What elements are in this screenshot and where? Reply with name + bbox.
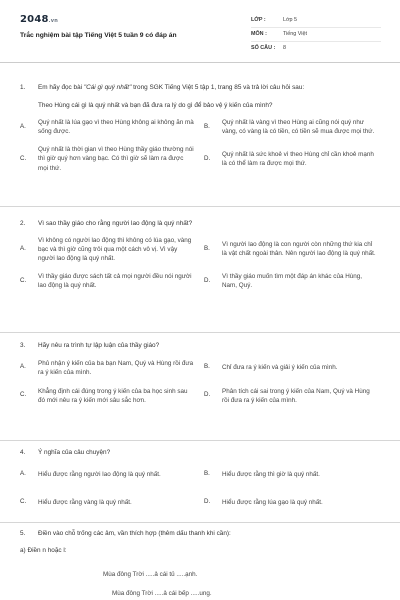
- option-letter: B.: [204, 245, 210, 253]
- question-divider: [0, 440, 400, 441]
- option-text: Phân tích cái sai trong ý kiến của Nam, Quý và Hùng rồi đưa ra ý kiến của mình.: [222, 387, 370, 404]
- question-text-title: "Cái gì quý nhất": [83, 84, 132, 91]
- option-text: Phủ nhận ý kiến của ba bạn Nam, Quý và Hùng rồi đưa ra ý kiến của mình.: [38, 359, 194, 376]
- option-text: Vì thầy giáo muốn tìm một đáp án khác của Hùng, Nam, Quý.: [222, 272, 363, 290]
- option-c[interactable]: [20, 145, 198, 172]
- option-a[interactable]: [20, 358, 198, 378]
- option-letter: B.: [204, 123, 210, 131]
- page-header: [0, 0, 400, 63]
- option-letter: A.: [20, 470, 26, 478]
- meta-row-class: [251, 14, 381, 28]
- option-letter: D.: [204, 391, 211, 399]
- option-text: Vì thầy giáo được sách tất cả mọi người đều nói người lao động là quý nhất.: [38, 272, 192, 290]
- question-3: [20, 342, 382, 406]
- question-1: [20, 84, 382, 173]
- question-text: [38, 84, 382, 93]
- meta-key: LỚP :: [251, 16, 266, 23]
- option-letter: C.: [20, 498, 27, 506]
- question-number: 5.: [20, 530, 26, 537]
- option-c[interactable]: [20, 493, 198, 513]
- option-letter: C.: [20, 391, 27, 399]
- question-number: 1.: [20, 84, 26, 91]
- option-text: Quý nhất là sức khoẻ vì theo Hùng chỉ cần khoẻ mạnh là có thể làm ra được mọi thứ.: [222, 150, 374, 167]
- option-letter: A.: [20, 245, 26, 253]
- option-b[interactable]: [204, 465, 382, 485]
- option-b[interactable]: [204, 236, 382, 263]
- option-text: Hiểu được rằng lúa gạo là quý nhất.: [222, 499, 323, 507]
- option-d[interactable]: [204, 145, 382, 172]
- option-letter: B.: [204, 363, 210, 371]
- option-a[interactable]: [20, 236, 198, 263]
- question-2: [20, 220, 382, 291]
- option-letter: D.: [204, 498, 211, 506]
- option-b[interactable]: [204, 358, 382, 378]
- option-a[interactable]: [20, 117, 198, 137]
- question-4: [20, 449, 382, 513]
- option-d[interactable]: [204, 271, 382, 291]
- question-number: 2.: [20, 220, 26, 227]
- option-text: Chỉ đưa ra ý kiến và giải ý kiến của mình.: [222, 364, 338, 372]
- question-text-start: Em hãy đọc bài: [38, 84, 84, 91]
- question-header: [20, 342, 382, 351]
- option-b[interactable]: [204, 117, 382, 137]
- fill-in-line: Mùa đông Trời .....ả cái tủ .....ạnh.: [103, 571, 198, 578]
- option-text: Hiểu được rằng thì giờ là quý nhất.: [222, 471, 320, 479]
- option-letter: C.: [20, 154, 27, 162]
- option-text: Quý nhất là vàng vì theo Hùng ai cũng nói quý như vàng, có vàng là có tiền, có tiền sẽ mua được mọi thứ.: [222, 119, 375, 136]
- question-text-end: trong SGK Tiếng Việt 5 tập 1, trang 85 và trả lời câu hỏi sau:: [131, 84, 305, 91]
- meta-value: 8: [283, 45, 286, 52]
- answer-options: [20, 236, 382, 291]
- option-text: Khẳng định cái đúng trong ý kiến của ba học sinh sau đó mới nêu ra ý kiến mới sâu sắc hơn.: [38, 387, 188, 404]
- option-c[interactable]: [20, 386, 198, 406]
- option-letter: B.: [204, 470, 210, 478]
- logo-main: 2048: [20, 14, 49, 25]
- header-divider: [0, 62, 400, 63]
- answer-options: [20, 117, 382, 172]
- answer-options: [20, 358, 382, 406]
- option-a[interactable]: [20, 465, 198, 485]
- meta-row-count: [251, 42, 381, 56]
- question-number: 3.: [20, 342, 26, 349]
- option-c[interactable]: [20, 271, 198, 291]
- meta-value: Lớp 5: [283, 16, 298, 23]
- question-divider: [0, 206, 400, 207]
- option-letter: D.: [204, 154, 211, 162]
- option-text: Quý nhất là lúa gạo vì theo Hùng không ai không ăn mà sống được.: [38, 119, 194, 136]
- question-header: [20, 220, 382, 229]
- meta-table: [251, 14, 381, 56]
- option-d[interactable]: [204, 386, 382, 406]
- question-text: Điền vào chỗ trống các âm, vần thích hợp (thêm dấu thanh khi cần):: [38, 530, 231, 537]
- option-d[interactable]: [204, 493, 382, 513]
- question-5: [20, 530, 382, 555]
- logo-tld: .vn: [48, 18, 58, 24]
- option-text: Hiểu được rằng người lao động là quý nhất.: [38, 471, 161, 479]
- question-text: Ý nghĩa của câu chuyện?: [38, 449, 111, 456]
- answer-options: [20, 465, 382, 513]
- option-letter: A.: [20, 123, 26, 131]
- meta-key: SỐ CÂU :: [251, 45, 276, 52]
- question-divider: [0, 522, 400, 523]
- question-header: [20, 84, 382, 93]
- site-logo[interactable]: [20, 13, 58, 27]
- option-text: Vì không có người lao động thì không có lúa gạo, vàng bạc và thì giờ cũng trôi qua một cách vô vị. Vì vậy người lao động là quý nhất.: [38, 236, 192, 262]
- option-text: Quý nhất là thời gian vì theo Hùng thầy giáo thường nói thì giờ quý hơn vàng bạc. Có thì giờ sẽ làm ra được mọi thứ.: [38, 146, 194, 172]
- meta-row-subject: [251, 28, 381, 42]
- option-letter: A.: [20, 363, 26, 371]
- question-divider: [0, 332, 400, 333]
- option-letter: D.: [204, 276, 211, 284]
- question-header: [20, 449, 382, 458]
- question-header: [20, 530, 382, 539]
- fill-in-line: Mùa đông Trời .....ả cái bếp .....ung.: [112, 590, 212, 597]
- question-number: 4.: [20, 449, 26, 456]
- meta-key: MÔN :: [251, 30, 267, 37]
- question-text: Hãy nêu ra trình tự lập luận của thầy giáo?: [38, 342, 160, 349]
- question-text: Vì sao thầy giáo cho rằng người lao động là quý nhất?: [38, 220, 193, 227]
- meta-value: Tiếng Việt: [283, 30, 307, 37]
- question-subtext: a) Điền n hoặc l:: [20, 546, 67, 554]
- question-subtext: Theo Hùng cái gì là quý nhất và bạn đã đưa ra lý do gì để bảo vệ ý kiến của mình?: [38, 101, 273, 109]
- option-text: Hiểu được rằng vàng là quý nhất.: [38, 499, 132, 507]
- document-title: Trắc nghiệm bài tập Tiếng Việt 5 tuần 9 có đáp án: [20, 32, 177, 39]
- option-letter: C.: [20, 276, 27, 284]
- option-text: Vì người lao động là con người còn những thứ kia chỉ là vật chất ngoài thân. Nên người lao động là quý nhất.: [222, 241, 376, 258]
